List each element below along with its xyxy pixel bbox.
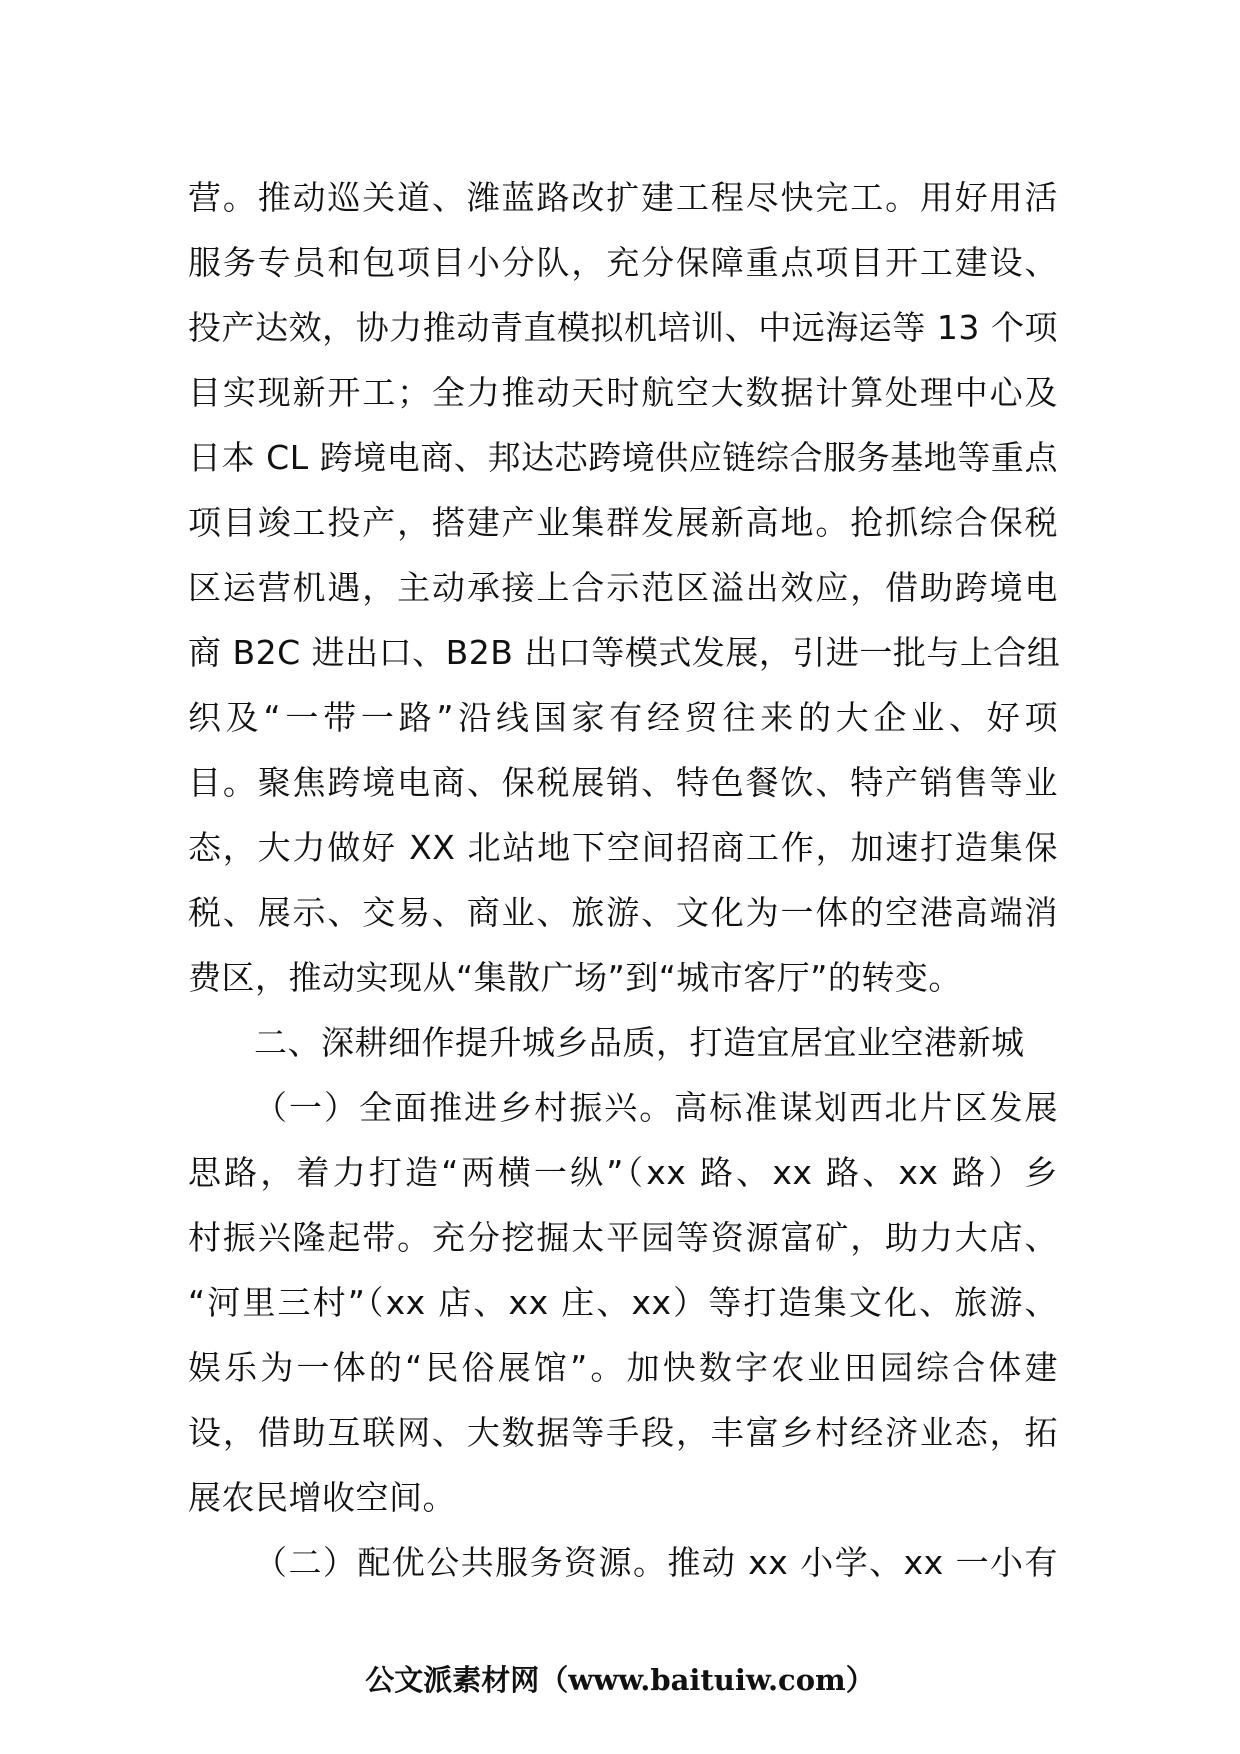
text-line: 日本 CL 跨境电商、邦达芯跨境供应链综合服务基地等重点	[188, 438, 1058, 477]
text-line: 村振兴隆起带。充分挖掘太平园等资源富矿，助力大店、	[188, 1218, 1058, 1257]
text-line: 营。推动巡关道、潍蓝路改扩建工程尽快完工。用好用活	[188, 178, 1058, 217]
document-body	[188, 165, 1061, 1595]
text-line: 态，大力做好 XX 北站地下空间招商工作，加速打造集保	[188, 828, 1058, 867]
text-line: 商 B2C 进出口、B2B 出口等模式发展，引进一批与上合组	[188, 633, 1061, 672]
text-line: 设，借助互联网、大数据等手段，丰富乡村经济业态，拓	[188, 1413, 1058, 1452]
section-heading: 二、深耕细作提升城乡品质，打造宜居宜业空港新城	[254, 1023, 1025, 1062]
text-line: 服务专员和包项目小分队，充分保障重点项目开工建设、	[188, 243, 1058, 282]
subsection-heading: （一）全面推进乡村振兴。高标准谋划西北片区发展	[254, 1088, 1058, 1127]
text-line: 目。聚焦跨境电商、保税展销、特色餐饮、特产销售等业	[188, 763, 1058, 802]
text-line: 织及“一带一路”沿线国家有经贸往来的大企业、好项	[188, 698, 1058, 737]
subsection-heading: （二）配优公共服务资源。推动 xx 小学、xx 一小有	[254, 1543, 1058, 1582]
text-line: 展农民增收空间。	[188, 1478, 456, 1517]
text-line: 项目竣工投产，搭建产业集群发展新高地。抢抓综合保税	[188, 503, 1058, 542]
text-line: 区运营机遇，主动承接上合示范区溢出效应，借助跨境电	[188, 568, 1058, 607]
text-line: 税、展示、交易、商业、旅游、文化为一体的空港高端消	[188, 893, 1058, 932]
text-line: “河里三村”（xx 店、xx 庄、xx）等打造集文化、旅游、	[188, 1283, 1058, 1322]
text-line: 目实现新开工；全力推动天时航空大数据计算处理中心及	[188, 373, 1058, 412]
footer-watermark: 公文派素材网（www.baituiw.com）	[365, 1663, 875, 1697]
text-line: 费区，推动实现从“集散广场”到“城市客厅”的转变。	[188, 958, 962, 997]
text-line: 思路，着力打造“两横一纵”（xx 路、xx 路、xx 路）乡	[188, 1153, 1058, 1192]
text-line: 投产达效，协力推动青直模拟机培训、中远海运等 13 个项	[188, 308, 1058, 347]
text-line: 娱乐为一体的“民俗展馆”。加快数字农业田园综合体建	[188, 1348, 1058, 1387]
